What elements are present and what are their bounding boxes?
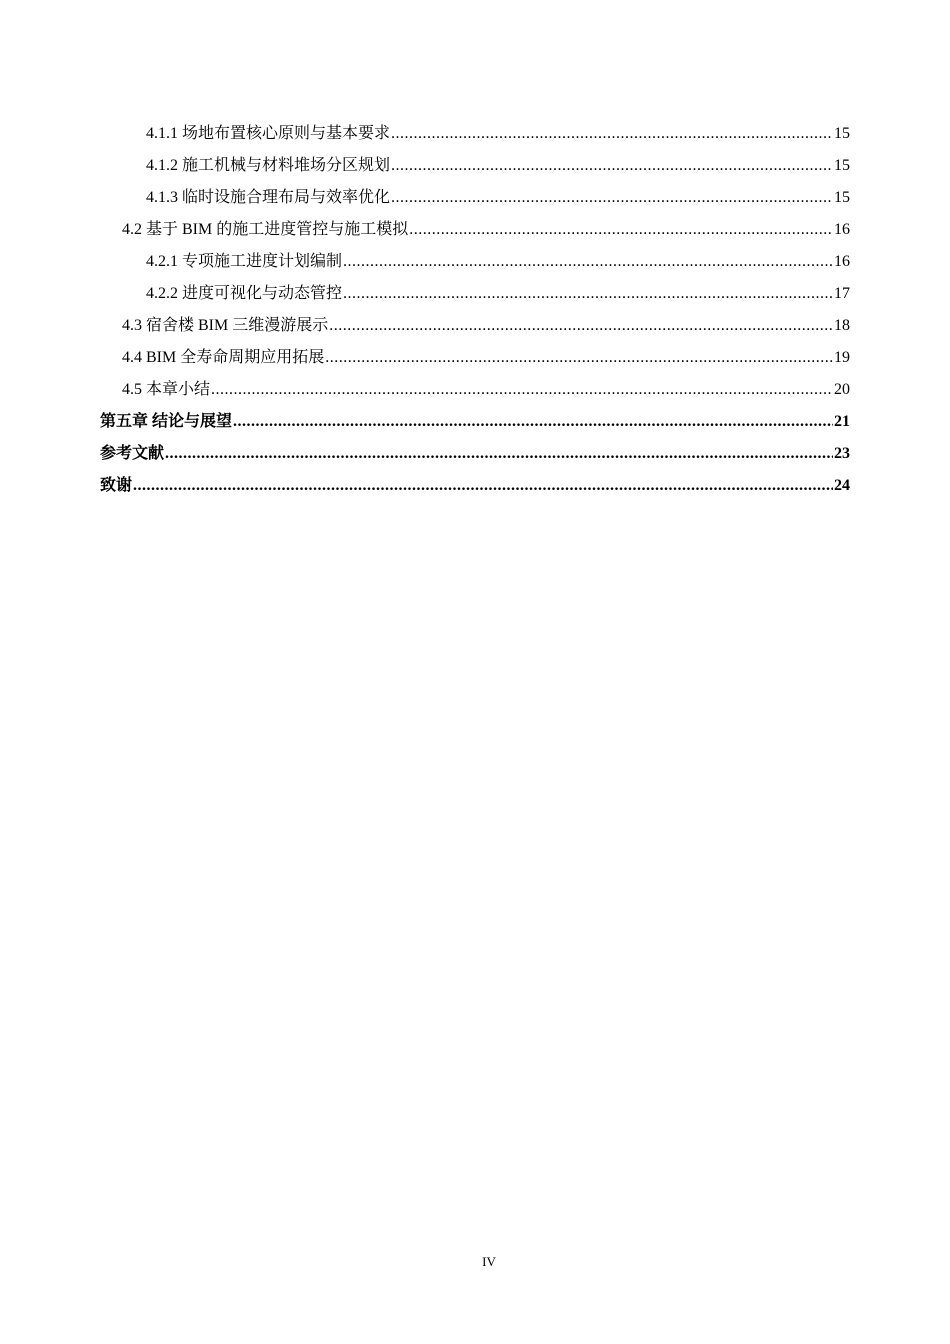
toc-leader-dots (391, 182, 833, 214)
toc-leader-dots (329, 310, 833, 342)
toc-entry-page: 23 (834, 445, 850, 462)
toc-leader-dots (325, 342, 833, 374)
toc-entry[interactable] (100, 310, 850, 342)
toc-entry-page: 24 (834, 477, 850, 494)
toc-entry-page: 16 (834, 221, 850, 238)
toc-entry-title: 4.4 BIM 全寿命周期应用拓展 (122, 349, 325, 366)
toc-entry-page: 16 (834, 253, 850, 270)
toc-leader-dots (211, 374, 833, 406)
toc-entry-page: 15 (834, 189, 850, 206)
toc-leader-dots (343, 278, 833, 310)
toc-entry[interactable] (100, 246, 850, 278)
toc-entry-title: 4.1.1 场地布置核心原则与基本要求 (146, 125, 391, 142)
toc-entry-title: 4.2.1 专项施工进度计划编制 (146, 253, 343, 270)
toc-leader-dots (133, 470, 833, 502)
table-of-contents (100, 118, 850, 502)
toc-entry-title: 4.3 宿舍楼 BIM 三维漫游展示 (122, 317, 329, 334)
toc-entry[interactable] (100, 150, 850, 182)
toc-leader-dots (343, 246, 833, 278)
toc-entry[interactable] (100, 342, 850, 374)
toc-leader-dots (165, 438, 833, 470)
toc-leader-dots (391, 150, 833, 182)
toc-entry-page: 19 (834, 349, 850, 366)
toc-entry[interactable] (100, 406, 850, 438)
toc-entry-title: 4.2 基于 BIM 的施工进度管控与施工模拟 (122, 221, 409, 238)
page-number: IV (482, 1254, 496, 1269)
toc-entry[interactable] (100, 438, 850, 470)
toc-leader-dots (233, 406, 833, 438)
toc-entry-title: 致谢 (100, 477, 133, 494)
toc-entry[interactable] (100, 118, 850, 150)
toc-entry[interactable] (100, 214, 850, 246)
toc-entry-title: 参考文献 (100, 445, 165, 462)
toc-entry[interactable] (100, 374, 850, 406)
toc-entry[interactable] (100, 182, 850, 214)
toc-entry[interactable] (100, 278, 850, 310)
toc-entry-title: 4.1.2 施工机械与材料堆场分区规划 (146, 157, 391, 174)
toc-entry-title: 4.2.2 进度可视化与动态管控 (146, 285, 343, 302)
toc-entry-page: 21 (834, 413, 850, 430)
toc-entry-title: 4.1.3 临时设施合理布局与效率优化 (146, 189, 391, 206)
toc-entry-title: 4.5 本章小结 (122, 381, 211, 398)
toc-leader-dots (391, 118, 833, 150)
toc-entry-page: 18 (834, 317, 850, 334)
toc-entry-page: 15 (834, 125, 850, 142)
toc-entry-page: 17 (834, 285, 850, 302)
toc-entry-page: 20 (834, 381, 850, 398)
toc-entry[interactable] (100, 470, 850, 502)
toc-entry-title: 第五章 结论与展望 (100, 413, 233, 430)
toc-leader-dots (409, 214, 833, 246)
toc-entry-page: 15 (834, 157, 850, 174)
